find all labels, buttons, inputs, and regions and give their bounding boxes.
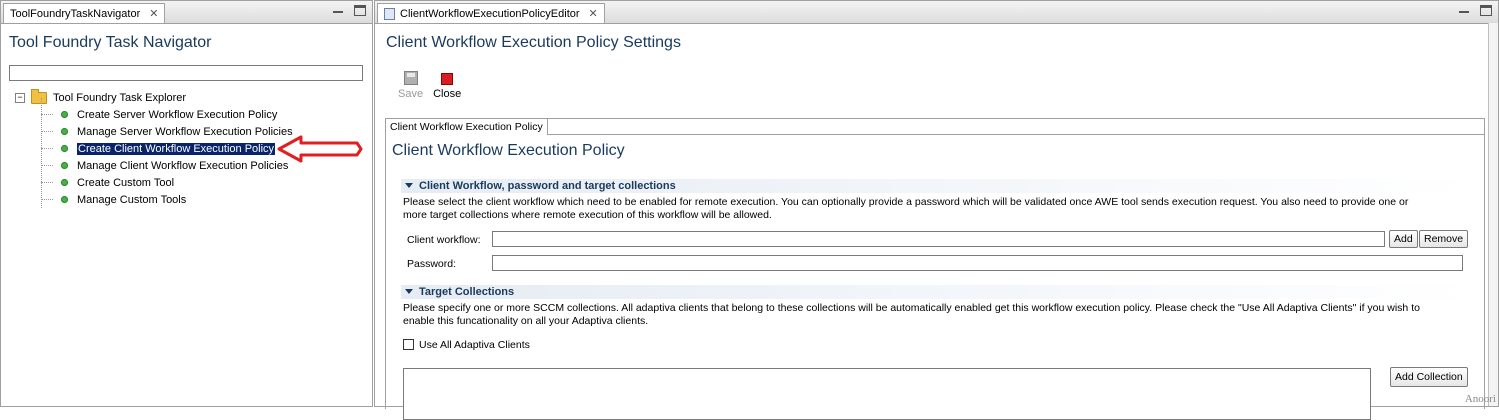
close-tab-icon[interactable]: ✕ bbox=[588, 8, 598, 20]
editor-scrollbar[interactable] bbox=[1488, 23, 1498, 406]
tree-item-label-selected: Create Client Workflow Execution Policy bbox=[78, 142, 275, 155]
navigator-title: Tool Foundry Task Navigator bbox=[9, 34, 212, 51]
tree-item-label: Manage Custom Tools bbox=[77, 193, 187, 206]
navigator-tab-label: ToolFoundryTaskNavigator bbox=[10, 7, 141, 20]
navigator-tab[interactable] bbox=[3, 3, 165, 23]
editor-tab[interactable] bbox=[377, 3, 605, 23]
policy-editor bbox=[374, 0, 1499, 407]
navigator-search-input[interactable] bbox=[9, 65, 363, 81]
close-label: Close bbox=[433, 88, 462, 100]
form-title: Client Workflow Execution Policy bbox=[392, 142, 625, 159]
editor-tab-icon bbox=[384, 8, 395, 20]
task-icon bbox=[61, 128, 68, 135]
use-all-clients-label: Use All Adaptiva Clients bbox=[419, 339, 530, 351]
tree-item-create-server-policy[interactable] bbox=[37, 106, 293, 123]
task-icon bbox=[61, 111, 68, 118]
annotation-arrow-icon bbox=[277, 135, 363, 163]
section-workflow-title: Client Workflow, password and target collections bbox=[419, 180, 676, 192]
save-button[interactable] bbox=[398, 71, 423, 100]
client-workflow-label: Client workflow: bbox=[407, 234, 481, 246]
description-line: enable this funcationality on all your Adaptiva clients. bbox=[403, 315, 649, 327]
minimize-icon[interactable] bbox=[1458, 5, 1470, 16]
close-icon bbox=[441, 73, 453, 85]
editor-tabstrip bbox=[375, 1, 1498, 24]
save-label: Save bbox=[398, 88, 424, 100]
task-icon bbox=[61, 196, 68, 203]
tree-item-create-custom-tool[interactable] bbox=[37, 174, 293, 191]
tree-item-label: Create Server Workflow Execution Policy bbox=[77, 108, 278, 121]
tree-item-manage-custom-tools[interactable] bbox=[37, 191, 293, 208]
task-navigator-view bbox=[0, 0, 373, 407]
add-collection-button[interactable]: Add Collection bbox=[1390, 367, 1468, 387]
tree-root[interactable] bbox=[15, 89, 271, 106]
section-target-collections-description bbox=[403, 302, 1463, 328]
close-button[interactable] bbox=[433, 71, 461, 100]
editor-tab-label: ClientWorkflowExecutionPolicyEditor bbox=[400, 7, 580, 20]
editor-toolbar bbox=[398, 71, 461, 100]
policy-form bbox=[385, 118, 1485, 409]
task-icon bbox=[61, 145, 68, 152]
maximize-icon[interactable] bbox=[1480, 5, 1492, 16]
section-workflow-header[interactable] bbox=[401, 179, 1475, 193]
watermark: Anoori bbox=[1464, 393, 1496, 405]
section-workflow-description bbox=[403, 196, 1463, 222]
folder-icon bbox=[31, 92, 47, 104]
tree-item-label: Manage Client Workflow Execution Policies bbox=[77, 159, 289, 172]
editor-page-title: Client Workflow Execution Policy Settings bbox=[386, 34, 681, 51]
maximize-icon[interactable] bbox=[354, 5, 366, 16]
password-label: Password: bbox=[407, 258, 457, 270]
navigator-tabstrip bbox=[1, 1, 372, 24]
add-workflow-button[interactable]: Add bbox=[1389, 230, 1418, 248]
password-field[interactable] bbox=[492, 255, 1463, 271]
section-target-collections-title: Target Collections bbox=[419, 286, 515, 298]
close-tab-icon[interactable]: ✕ bbox=[149, 8, 159, 20]
expand-toggle-icon bbox=[405, 183, 413, 188]
tree-item-create-client-policy[interactable] bbox=[37, 140, 293, 157]
form-tab[interactable]: Client Workflow Execution Policy bbox=[385, 118, 548, 135]
tree-item-label: Create Custom Tool bbox=[77, 176, 175, 189]
use-all-clients-checkbox[interactable] bbox=[403, 339, 414, 350]
tree-root-label: Tool Foundry Task Explorer bbox=[53, 91, 187, 104]
task-icon bbox=[61, 162, 68, 169]
minimize-icon[interactable] bbox=[332, 5, 344, 16]
tree-item-manage-server-policies[interactable] bbox=[37, 123, 293, 140]
tree-item-manage-client-policies[interactable] bbox=[37, 157, 293, 174]
description-line: more target collections where remote execution of this workflow will be allowed. bbox=[403, 209, 772, 221]
expand-toggle-icon bbox=[405, 289, 413, 294]
section-target-collections-header[interactable] bbox=[401, 285, 1475, 299]
client-workflow-field[interactable] bbox=[492, 231, 1385, 247]
tree-item-label: Manage Server Workflow Execution Policies bbox=[77, 125, 293, 138]
collapse-icon[interactable]: − bbox=[15, 93, 25, 103]
task-tree bbox=[15, 89, 293, 208]
description-line: Please select the client workflow which need to be enabled for remote execution. You can optionally provide a password which will be validated once AWE tool sends execution request. You also need to provide one or bbox=[403, 196, 1409, 208]
description-line: Please specify one or more SCCM collections. All adaptiva clients that belong to these collections will be automatically enabled get this workflow execution policy. Please check the "Use All Adaptiva Clients" if you wish to bbox=[403, 302, 1420, 314]
save-icon bbox=[404, 71, 418, 85]
remove-workflow-button[interactable]: Remove bbox=[1419, 230, 1468, 248]
collections-list[interactable] bbox=[403, 368, 1371, 420]
task-icon bbox=[61, 179, 68, 186]
